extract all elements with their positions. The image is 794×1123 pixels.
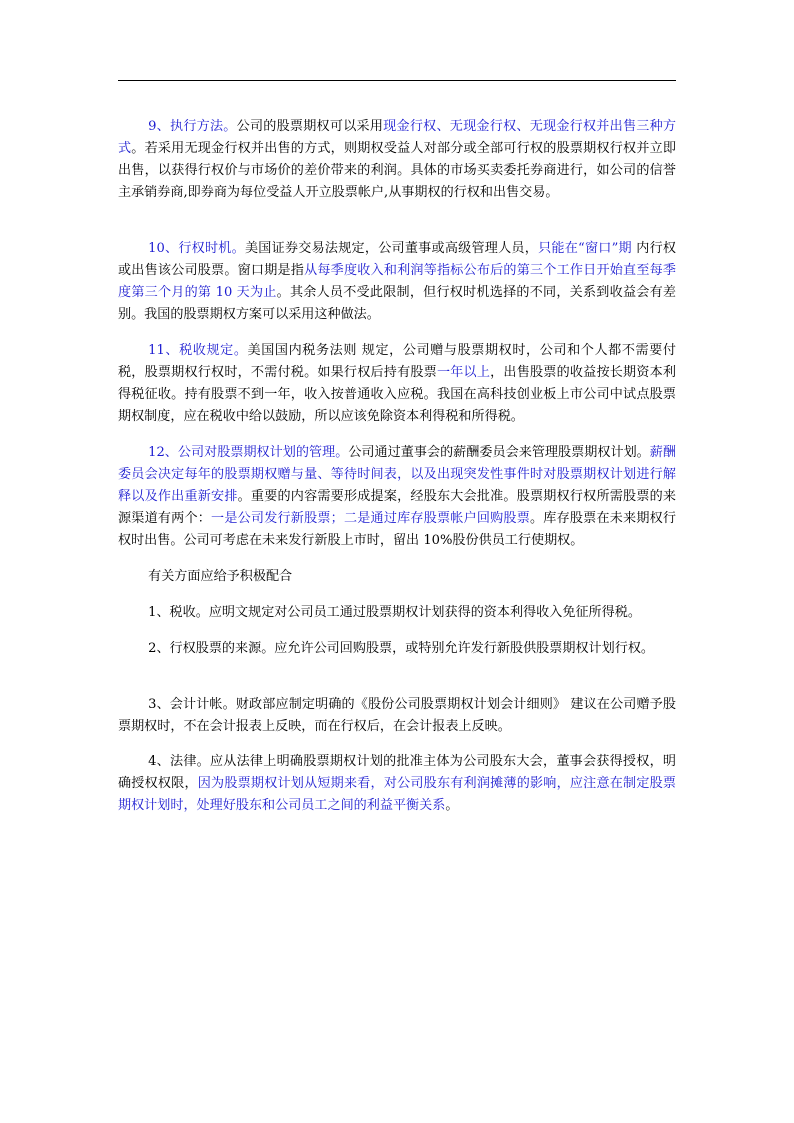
highlighted-text: 11、税收规定。 bbox=[148, 343, 248, 358]
header-rule bbox=[118, 80, 676, 81]
body-text: 内行权或出售该公司股票。窗口期是指 bbox=[118, 241, 677, 278]
body-text: 3、会计计帐。财政部应制定明确的《股份公司股票期权计划会计细则》 建议在公司赠予股票期权时，不在会计报表上反映，而在行权后，在会计报表上反映。 bbox=[118, 697, 676, 734]
highlighted-text: 12、公司对股票期权计划的管理。 bbox=[148, 445, 349, 460]
paragraph-4-law bbox=[118, 751, 676, 817]
paragraph-cooperation-heading bbox=[118, 566, 676, 588]
highlighted-text: 薪酬委员会决定每年的股票期权赠与量、等待时间表，以及出现突发性事件时对股票期权计划进行解释以及作出重新安排 bbox=[118, 445, 676, 504]
paragraph-11-tax-rules bbox=[118, 340, 676, 428]
paragraph-9-exercise-method bbox=[118, 116, 676, 204]
body-text: 。重要的内容需要形成提案，经股东大会批准。股票期权行权所需股票的来源渠道有两个： bbox=[118, 489, 677, 526]
highlighted-text: 一是公司发行新股票；二是通过库存股票帐户回购股票 bbox=[211, 511, 531, 526]
body-text: 。其余人员不受此限制，但行权时机选择的不同，关系到收益会有差别。我国的股票期权方案可以采用这种做法。 bbox=[118, 285, 676, 322]
body-text: 公司通过董事会的薪酬委员会来管理股票期权计划。 bbox=[348, 445, 650, 460]
body-text: 有关方面应给予积极配合 bbox=[148, 569, 293, 584]
body-text: 公司的股票期权可以采用 bbox=[236, 119, 384, 134]
body-text: 。若采用无现金行权并出售的方式，则期权受益人对部分或全部可行权的股票期权行权并立即出售，以获得行权价与市场价的差价带来的利润。具体的市场买卖委托券商进行，如公司的信誉主承销券商,即券商为每位受益人开立股票帐户,从事期权的行权和出售交易。 bbox=[118, 141, 677, 200]
body-text: 美国国内税务法则 规定，公司赠与股票期权时，公司和个人都不需要付税，股票期权行权时，不需付税。如果行权后持有股票 bbox=[118, 343, 676, 380]
highlighted-text: 只能在“窗口”期 bbox=[538, 241, 632, 256]
highlighted-text: 现金行权、无现金行权、无现金行权并出售三种方式 bbox=[118, 119, 677, 156]
paragraph-1-tax bbox=[118, 602, 676, 624]
body-text: 。库存股票在未来期权行权时出售。公司可考虑在未来发行新股上市时，留出 10%股份供员工行使期权。 bbox=[118, 511, 677, 548]
document-body bbox=[118, 116, 676, 817]
body-text: 1、税收。应明文规定对公司员工通过股票期权计划获得的资本利得收入免征所得税。 bbox=[148, 605, 641, 620]
paragraph-10-exercise-timing bbox=[118, 238, 676, 326]
highlighted-text: 一年以上 bbox=[436, 365, 491, 380]
paragraph-12-plan-management bbox=[118, 442, 676, 552]
body-text: ，出售股票的收益按长期资本利得税征收。持有股票不到一年，收入按普通收入应税。我国在高科技创业板上市公司中试点股票期权制度，应在税收中给以鼓励，所以应该免除资本利得税和所得税。 bbox=[118, 365, 677, 424]
body-text: 2、行权股票的来源。应允许公司回购股票，或特别允许发行新股供股票期权计划行权。 bbox=[148, 641, 655, 656]
body-text: 美国证券交易法规定，公司董事或高级管理人员， bbox=[244, 241, 539, 256]
paragraph-2-share-source bbox=[118, 638, 676, 660]
highlighted-text: 从每季度收入和利润等指标公布后的第三个工作日开始直至每季度第三个月的第 10 天为止 bbox=[118, 263, 677, 300]
body-text: 4、法律。应从法律上明确股票期权计划的批准主体为公司股东大会，董事会获得授权，明确授权权限， bbox=[118, 754, 676, 791]
highlighted-text: 因为股票期权计划从短期来看，对公司股东有利润摊薄的影响，应注意在制定股票期权计划时，处理好股东和公司员工之间的利益平衡关系 bbox=[118, 776, 677, 813]
body-text: 。 bbox=[445, 798, 459, 813]
paragraph-3-accounting bbox=[118, 694, 676, 738]
highlighted-text: 10、行权时机。 bbox=[148, 241, 245, 256]
highlighted-text: 9、执行方法。 bbox=[148, 119, 237, 134]
